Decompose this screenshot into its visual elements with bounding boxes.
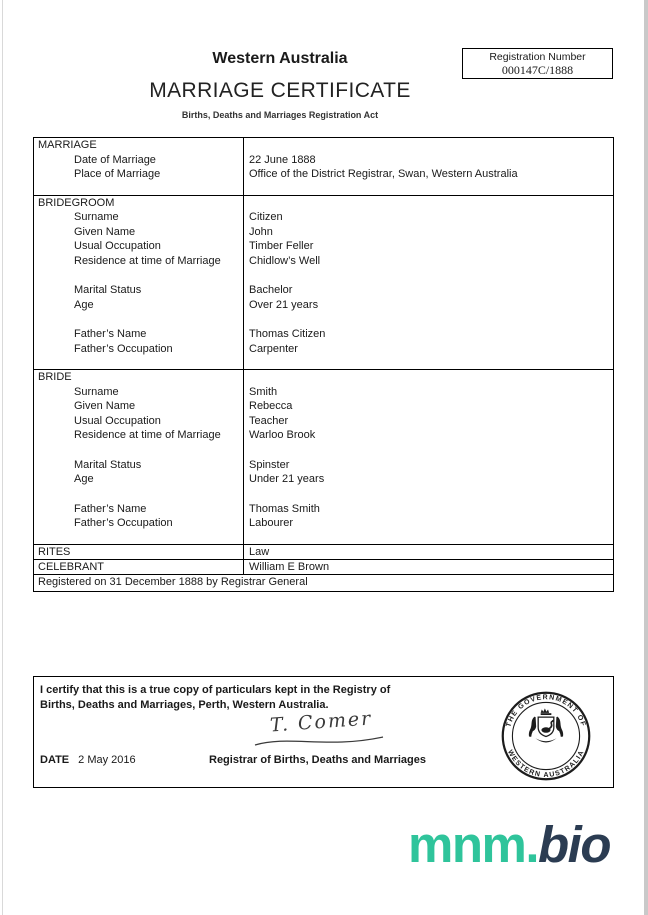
registrar-title: Registrar of Births, Deaths and Marriages [209,754,427,766]
registration-number-label: Registration Number [489,51,586,63]
date-value: 2 May 2016 [78,754,136,766]
field-label: Usual Occupation [74,414,161,427]
field-label: Date of Marriage [74,153,156,166]
field-row [34,428,613,443]
field-value: William E Brown [249,560,330,573]
svg-text:WESTERN AUSTRALIA [506,749,586,779]
spacer-row [34,268,613,283]
date-row [40,754,136,766]
field-row [34,458,613,473]
field-row [34,502,613,517]
field-row [34,298,613,313]
field-value: Warloo Brook [249,429,316,441]
section-title: RITES [38,545,71,558]
mnm-bio-logo [408,816,610,874]
field-value: Thomas Smith [249,502,320,515]
section-title: BRIDEGROOM [38,196,115,209]
field-row [34,399,613,414]
field-value: Labourer [249,517,294,529]
field-label: Age [74,298,94,311]
field-value: Smith [249,385,278,398]
field-label: Given Name [74,400,136,412]
government-seal-icon [500,690,592,782]
document-title: MARRIAGE CERTIFICATE [149,79,411,102]
marriage-section [34,138,613,196]
section-header-row [34,138,613,153]
field-value: Office of the District Registrar, Swan, Western Australia [249,168,518,180]
field-row [34,254,613,269]
field-label: Usual Occupation [74,240,161,252]
field-value: Spinster [249,458,290,471]
field-value: Citizen [249,211,283,223]
certify-statement-line2: Births, Deaths and Marriages, Perth, Western Australia. [40,698,329,711]
field-row [34,210,613,225]
field-label: Father’s Occupation [74,342,173,355]
certification-box [33,676,614,788]
field-label: Place of Marriage [74,168,161,180]
rites-row [34,545,613,560]
act-subtitle: Births, Deaths and Marriages Registration Act [181,110,379,120]
field-label: Father’s Occupation [74,517,173,529]
field-label: Marital Status [74,458,142,471]
page-edge-left [2,0,3,915]
field-row [34,153,613,168]
field-label: Father’s Name [74,328,147,340]
seal-arc-top-text: THE GOVERNMENT OF [505,694,587,729]
field-row [34,385,613,400]
field-value: 22 June 1888 [249,153,316,166]
field-row [34,225,613,240]
field-row [34,327,613,342]
section-header-row [34,370,613,385]
field-label: Age [74,473,94,485]
field-value: Chidlow’s Well [249,254,321,267]
section-title: BRIDE [38,371,72,383]
spacer-row [34,312,613,327]
field-value: Timber Feller [249,240,314,252]
signature-flourish [249,733,389,749]
field-value: Over 21 years [249,298,319,311]
bride-section [34,370,613,545]
field-row [34,414,613,429]
field-label: Marital Status [74,284,142,296]
section-title: MARRIAGE [38,139,97,151]
field-value: Teacher [249,414,289,427]
field-row [34,472,613,487]
bridegroom-section [34,196,613,371]
logo-text-bio: bio [538,816,610,873]
spacer-row [34,443,613,458]
spacer-row [34,356,613,369]
signature-text: T. Comer [269,707,374,737]
field-value: John [249,225,273,238]
registration-number-value: 000147C/1888 [501,63,574,77]
seal-arc-bottom-text: WESTERN AUSTRALIA [506,748,586,779]
field-label: Residence at time of Marriage [74,429,221,441]
section-header-row [34,196,613,211]
field-value: Law [249,545,270,558]
certificate-table [33,137,614,592]
field-label: Residence at time of Marriage [74,254,221,267]
field-value: Bachelor [249,284,293,296]
certify-statement-line1: I certify that this is a true copy of particulars kept in the Registry of [40,684,391,696]
region-title: Western Australia [212,50,348,67]
spacer-row [34,487,613,502]
field-value: Rebecca [249,400,293,412]
field-label: Father’s Name [74,502,147,515]
registrar-signature [239,707,404,737]
field-value: Carpenter [249,342,298,355]
field-value: Thomas Citizen [249,328,326,340]
field-row [34,516,613,531]
field-row [34,342,613,357]
page-edge-right [644,0,648,915]
celebrant-row [34,560,613,575]
field-row [34,239,613,254]
spacer-row [34,531,613,544]
field-label: Given Name [74,225,136,238]
section-title: CELEBRANT [38,560,105,573]
field-label: Surname [74,385,119,398]
registered-note: Registered on 31 December 1888 by Registrar General [38,575,308,588]
field-value: Under 21 years [249,473,325,485]
field-row [34,283,613,298]
field-row [34,167,613,182]
logo-text-mnm: mnm. [407,816,539,873]
date-label: DATE [40,754,70,766]
registration-number-box [462,48,613,79]
spacer-row [34,182,613,195]
field-label: Surname [74,211,119,223]
